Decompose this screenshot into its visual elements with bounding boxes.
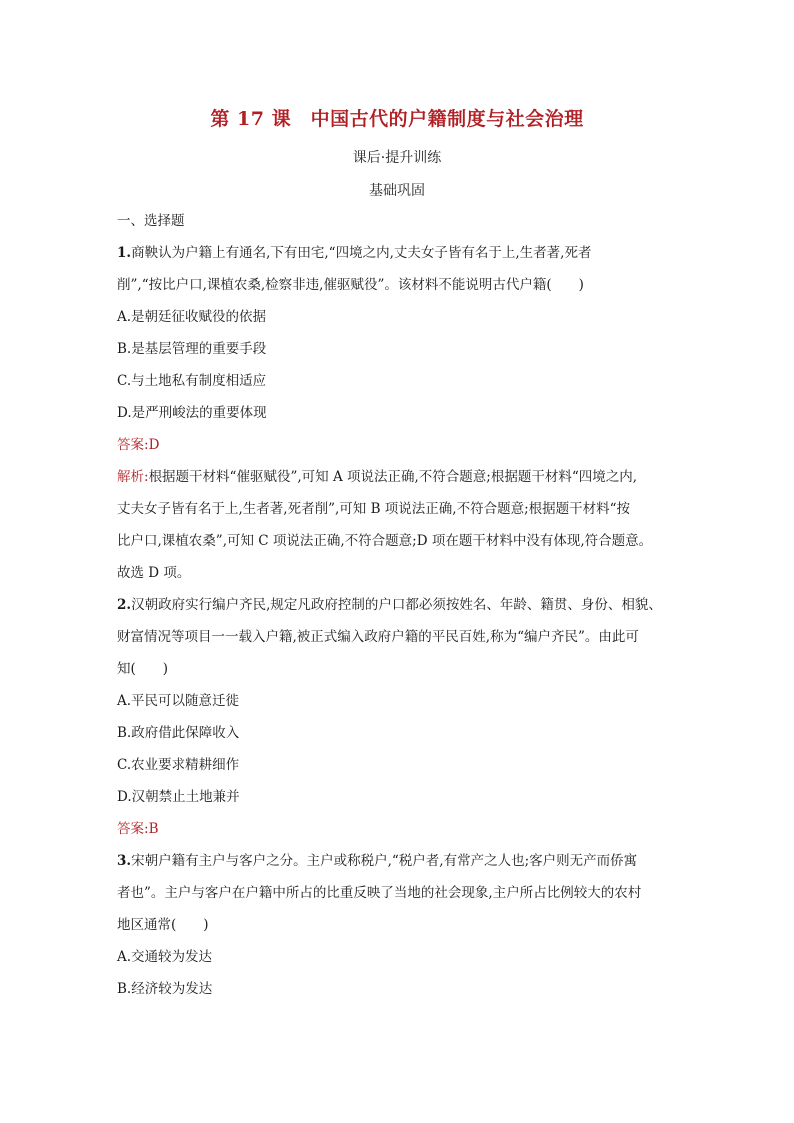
answer-value: B (148, 821, 159, 837)
question-stem-line: 财富情况等项目一一载入户籍,被正式编入政府户籍的平民百姓,称为“编户齐民”。由此可 (117, 629, 639, 645)
analysis-label: 解析: (117, 469, 149, 485)
section-title: 基础巩固 (369, 183, 425, 199)
answer-value: D (148, 437, 160, 453)
question-number: 2. (117, 597, 132, 613)
answer-label: 答案: (117, 437, 149, 453)
option-c: C.农业要求精耕细作 (117, 757, 240, 773)
question-number: 3. (117, 853, 132, 869)
page-subtitle: 课后·提升训练 (352, 150, 442, 166)
question-text: 宋朝户籍有主户与客户之分。主户或称税户,“税户者,有常产之人也;客户则无产而侨寓 (131, 853, 638, 869)
question-stem-line: 削”,“按比户口,课植农桑,检察非违,催驱赋役”。该材料不能说明古代户籍( ) (117, 277, 584, 293)
question-stem-line (117, 237, 677, 269)
analysis-line: 故选 D 项。 (117, 565, 191, 581)
question-text: 商鞅认为户籍上有通名,下有田宅,“四境之内,丈夫女子皆有名于上,生者著,死者 (131, 245, 592, 261)
page-title: 第 17 课 中国古代的户籍制度与社会治理 (210, 108, 584, 130)
question-3 (117, 845, 677, 1005)
option-b: B.是基层管理的重要手段 (117, 341, 267, 357)
question-stem-line: 者也”。主户与客户在户籍中所占的比重反映了当地的社会现象,主户所占比例较大的农村 (117, 885, 642, 901)
analysis-text: 根据题干材料“催驱赋役”,可知 A 项说法正确,不符合题意;根据题干材料“四境之内, (148, 469, 638, 485)
option-d: D.汉朝禁止土地兼并 (117, 789, 240, 805)
option-b: B.政府借此保障收入 (117, 725, 240, 741)
option-c: C.与土地私有制度相适应 (117, 373, 267, 389)
analysis-line: 丈夫女子皆有名于上,生者著,死者削”,可知 B 项说法正确,不符合题意;根据题干材料“按 (117, 501, 631, 517)
answer-line (117, 429, 677, 461)
option-d: D.是严刑峻法的重要体现 (117, 405, 267, 421)
question-stem-line (117, 589, 677, 621)
option-b: B.经济较为发达 (117, 981, 213, 997)
analysis-line: 比户口,课植农桑”,可知 C 项说法正确,不符合题意;D 项在题干材料中没有体现,符合题意。 (117, 533, 653, 549)
question-number: 1. (117, 245, 132, 261)
answer-line (117, 813, 677, 845)
question-stem-line: 地区通常( ) (117, 917, 209, 933)
question-1 (117, 237, 677, 589)
part-heading: 一、选择题 (117, 213, 185, 229)
answer-label: 答案: (117, 821, 149, 837)
question-text: 汉朝政府实行编户齐民,规定凡政府控制的户口都必须按姓名、年龄、籍贯、身份、相貌、 (131, 597, 662, 613)
option-a: A.是朝廷征收赋役的依据 (117, 309, 267, 325)
question-content (117, 206, 677, 1005)
question-stem-line (117, 845, 677, 877)
question-stem-line: 知( ) (117, 661, 169, 677)
question-2 (117, 589, 677, 845)
analysis-line (117, 461, 677, 493)
option-a: A.平民可以随意迁徙 (117, 693, 240, 709)
option-a: A.交通较为发达 (117, 949, 213, 965)
